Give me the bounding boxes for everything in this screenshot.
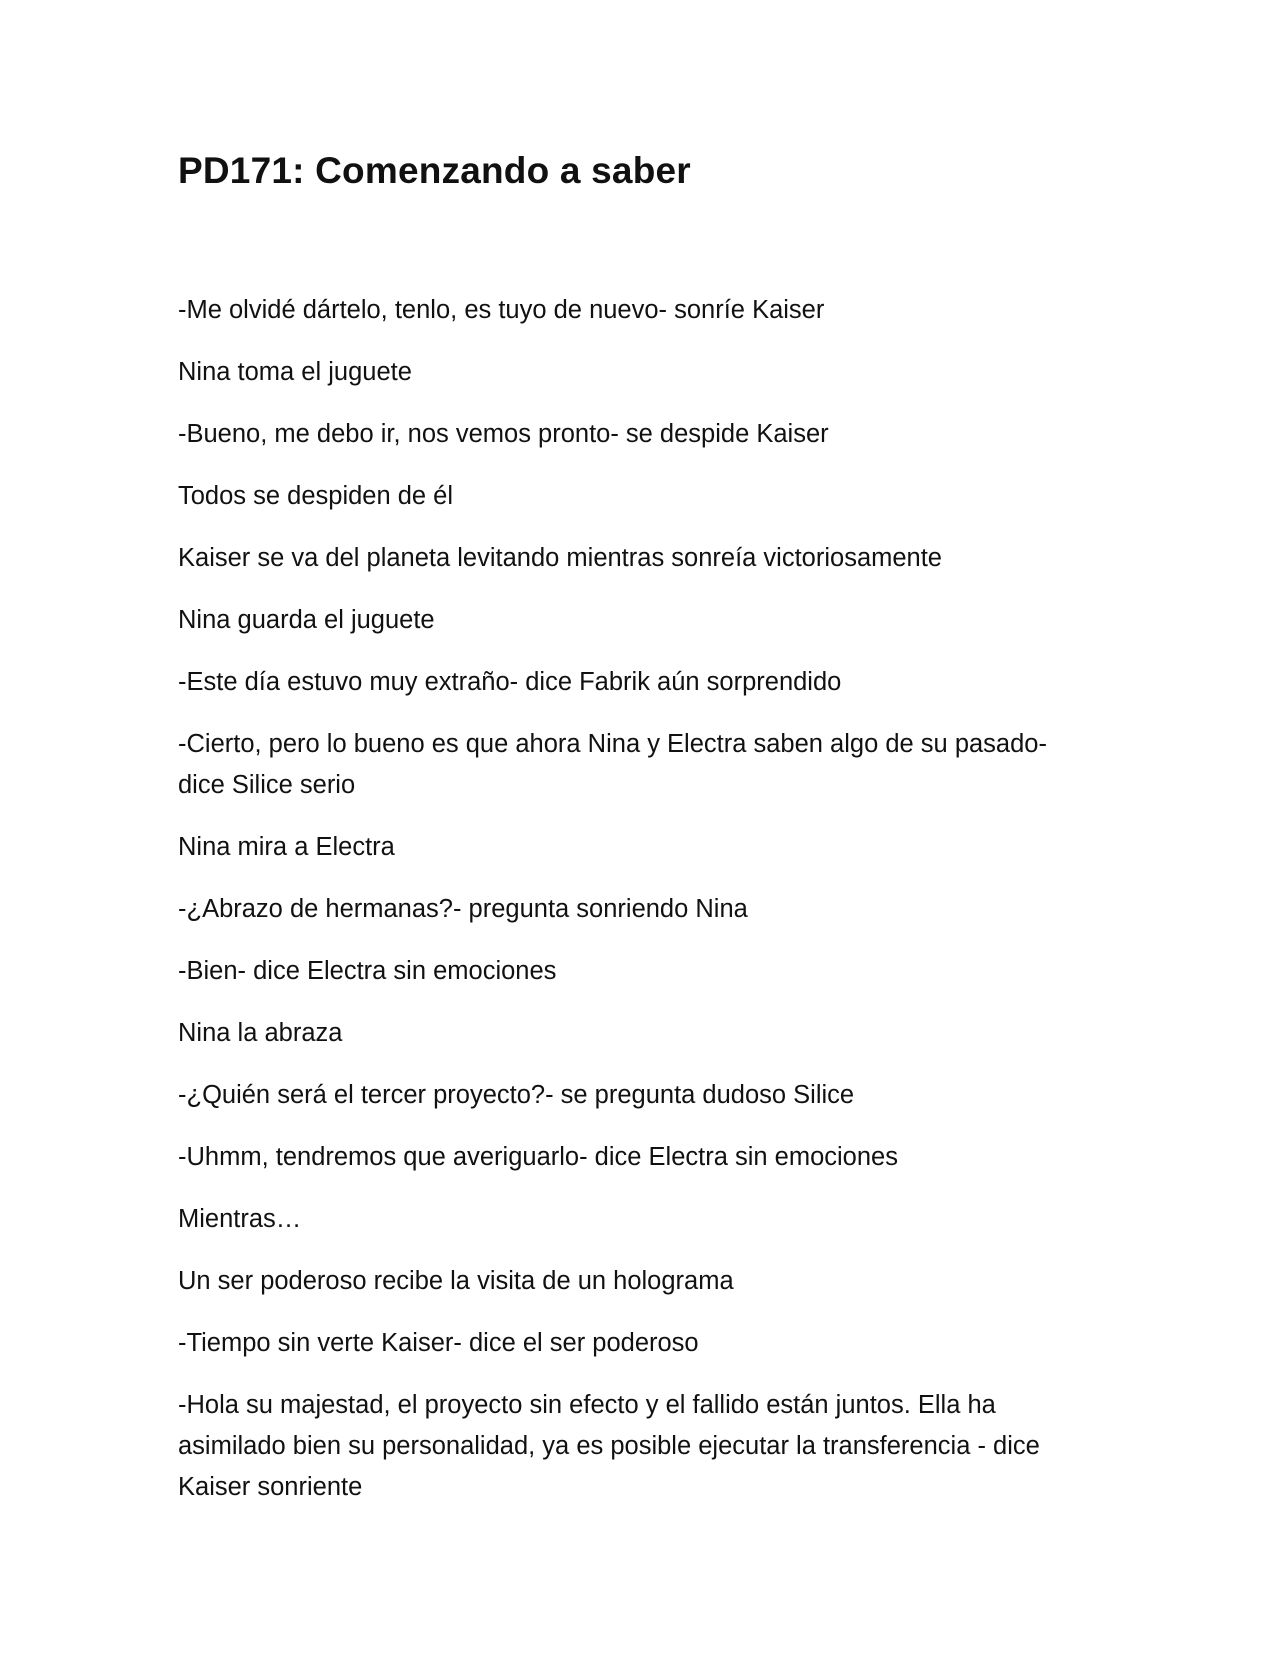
paragraph: Nina toma el juguete [178, 358, 412, 386]
paragraph: Nina la abraza [178, 1019, 343, 1047]
paragraph: Un ser poderoso recibe la visita de un holograma [178, 1267, 734, 1295]
paragraph: Kaiser se va del planeta levitando mientras sonreía victoriosamente [178, 544, 942, 572]
document-title: PD171: Comenzando a saber [178, 150, 691, 191]
paragraph: -Hola su majestad, el proyecto sin efecto y el fallido están juntos. Ella ha asimilado bien su personalidad, ya es posible ejecutar la transferencia - dice Kaiser sonriente [178, 1391, 1040, 1501]
paragraph: -Este día estuvo muy extraño- dice Fabrik aún sorprendido [178, 668, 842, 696]
paragraph: -¿Abrazo de hermanas?- pregunta sonriendo Nina [178, 895, 748, 923]
paragraph: -Bien- dice Electra sin emociones [178, 957, 557, 985]
paragraph: -Tiempo sin verte Kaiser- dice el ser poderoso [178, 1329, 699, 1357]
paragraph: Nina guarda el juguete [178, 606, 435, 634]
paragraph: Nina mira a Electra [178, 833, 395, 861]
paragraph: Mientras… [178, 1205, 302, 1233]
paragraph: -Me olvidé dártelo, tenlo, es tuyo de nuevo- sonríe Kaiser [178, 296, 825, 324]
document-body [178, 290, 1098, 1529]
paragraph: Todos se despiden de él [178, 482, 454, 510]
paragraph: -¿Quién será el tercer proyecto?- se pregunta dudoso Silice [178, 1081, 855, 1109]
paragraph: -Uhmm, tendremos que averiguarlo- dice Electra sin emociones [178, 1143, 898, 1171]
paragraph: -Bueno, me debo ir, nos vemos pronto- se despide Kaiser [178, 420, 829, 448]
paragraph: -Cierto, pero lo bueno es que ahora Nina y Electra saben algo de su pasado- dice Silice serio [178, 730, 1047, 799]
